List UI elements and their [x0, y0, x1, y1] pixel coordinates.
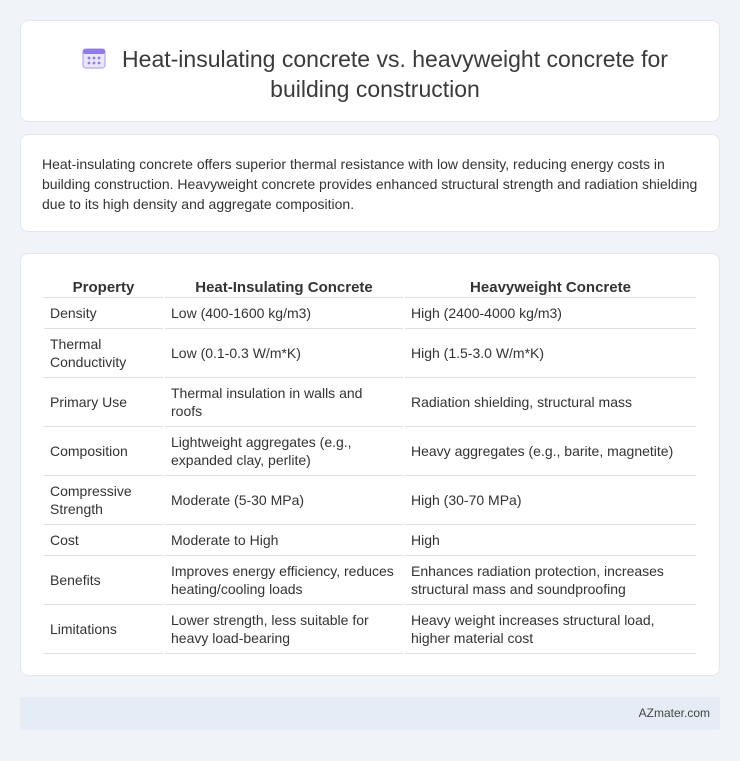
calendar-icon — [82, 47, 106, 69]
cell-heat: Low (400-1600 kg/m3) — [165, 298, 403, 329]
cell-heat: Lower strength, less suitable for heavy load-bearing — [165, 605, 403, 654]
cell-heat: Moderate to High — [165, 525, 403, 556]
table-row — [44, 605, 696, 654]
cell-property: Compressive Strength — [44, 476, 163, 525]
cell-heat: Moderate (5-30 MPa) — [165, 476, 403, 525]
cell-heavy: High (2400-4000 kg/m3) — [405, 298, 696, 329]
intro-card — [20, 134, 720, 232]
footer-brand-link[interactable]: AZmater.com — [638, 706, 710, 720]
page-title: Heat-insulating concrete vs. heavyweight concrete for building construction — [122, 46, 668, 102]
cell-heat: Lightweight aggregates (e.g., expanded clay, perlite) — [165, 427, 403, 476]
footer-bar — [20, 697, 720, 730]
table-row — [44, 298, 696, 329]
cell-heavy: Enhances radiation protection, increases structural mass and soundproofing — [405, 556, 696, 605]
table-row — [44, 476, 696, 525]
cell-heavy: High (1.5-3.0 W/m*K) — [405, 329, 696, 378]
header-property: Property — [44, 274, 163, 298]
cell-heat: Thermal insulation in walls and roofs — [165, 378, 403, 427]
cell-heavy: Heavy aggregates (e.g., barite, magnetite) — [405, 427, 696, 476]
cell-property: Limitations — [44, 605, 163, 654]
table-row — [44, 525, 696, 556]
table-row — [44, 329, 696, 378]
table-header-row — [44, 274, 696, 298]
cell-heat: Low (0.1-0.3 W/m*K) — [165, 329, 403, 378]
cell-heavy: Heavy weight increases structural load, higher material cost — [405, 605, 696, 654]
intro-text: Heat-insulating concrete offers superior thermal resistance with low density, reducing energy costs in building construction. Heavyweight concrete provides enhanced structural strength and radiation shielding due to its high density and aggregate composition. — [42, 156, 698, 212]
table-row — [44, 427, 696, 476]
cell-property: Density — [44, 298, 163, 329]
cell-heavy: High — [405, 525, 696, 556]
cell-property: Thermal Conductivity — [44, 329, 163, 378]
cell-property: Benefits — [44, 556, 163, 605]
table-row — [44, 378, 696, 427]
comparison-table — [42, 274, 698, 654]
cell-heat: Improves energy efficiency, reduces heating/cooling loads — [165, 556, 403, 605]
cell-heavy: Radiation shielding, structural mass — [405, 378, 696, 427]
cell-property: Primary Use — [44, 378, 163, 427]
cell-property: Composition — [44, 427, 163, 476]
title-card — [20, 20, 720, 122]
header-heat-insulating: Heat-Insulating Concrete — [165, 274, 403, 298]
cell-property: Cost — [44, 525, 163, 556]
table-row — [44, 556, 696, 605]
page-title-wrap — [61, 44, 689, 104]
comparison-card — [20, 253, 720, 676]
cell-heavy: High (30-70 MPa) — [405, 476, 696, 525]
header-heavyweight: Heavyweight Concrete — [405, 274, 696, 298]
